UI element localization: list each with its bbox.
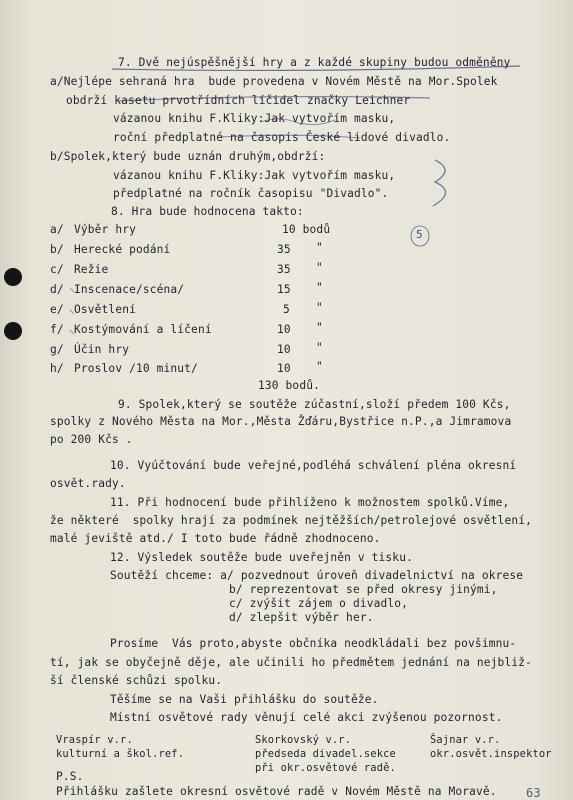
ditto-mark: ": [316, 301, 323, 314]
text-line: 11. Při hodnocení bude přihlíženo k možnostem spolků.Víme,: [110, 496, 510, 509]
signature-role: okr.osvět.inspektor: [430, 748, 552, 760]
score-letter: e/: [50, 303, 64, 316]
score-letter: g/: [50, 343, 64, 356]
postscript-label: P.S.: [56, 770, 84, 783]
score-points: 15: [277, 283, 291, 296]
score-label: Výběr hry: [74, 223, 136, 236]
score-letter: a/: [50, 223, 64, 236]
score-points: 10 bodů: [282, 223, 331, 236]
score-points: 35: [277, 243, 291, 256]
signature-role: předseda divadel.sekce: [255, 748, 396, 760]
score-label: Osvětlení: [74, 303, 136, 316]
ditto-mark: ": [316, 360, 323, 373]
signature-role: při okr.osvětové radě.: [255, 762, 396, 774]
postscript-text: Přihlášku zašlete okresní osvětové radě v Novém Městě na Moravě.: [56, 785, 497, 798]
text-line: že některé spolky hrají za podmínek nejtěžších/petrolejové osvětlení,: [50, 514, 532, 527]
signature-name: Šajnar v.r.: [430, 734, 501, 746]
score-label: Inscenace/scéna/: [74, 283, 185, 296]
score-label: Proslov /10 minut/: [74, 362, 198, 375]
ditto-mark: ": [316, 241, 323, 254]
text-line: vázanou knihu F.Kliky:Jak vytvořím masku,: [113, 112, 396, 125]
ditto-mark: ": [316, 261, 323, 274]
text-line: 7. Dvě nejúspěšnější hry a z každé skupiny budou odměněny: [118, 56, 511, 69]
text-line: osvět.rady.: [50, 477, 126, 490]
text-line: 9. Spolek,který se soutěže zúčastní,složí předem 100 Kčs,: [118, 398, 511, 411]
page-number: 63: [526, 786, 541, 800]
text-line: d/ zlepšit výběr her.: [229, 611, 374, 624]
text-line: vázanou knihu F.Kliky:Jak vytvořím masku,: [113, 169, 396, 182]
text-line: a/Nejlépe sehraná hra bude provedena v Novém Městě na Mor.Spolek: [50, 75, 498, 88]
text-line: 12. Výsledek soutěže bude uveřejněn v tisku.: [110, 551, 413, 564]
score-points: 10: [277, 343, 291, 356]
margin-note: 5: [416, 228, 423, 241]
score-points: 5: [283, 303, 290, 316]
signature-role: kulturní a škol.ref.: [56, 748, 185, 760]
signature-name: Vraspír v.r.: [56, 734, 133, 746]
score-label: Kostýmování a líčení: [74, 323, 212, 336]
text-line: spolky z Nového Města na Mor.,Města Žďáru,Bystřice n.P.,a Jimramova: [50, 415, 512, 428]
score-points: 35: [277, 263, 291, 276]
text-line: 10. Vyúčtování bude veřejné,podléhá schválení pléna okresní: [110, 459, 517, 472]
text-line: ší členské schůzi spolku.: [50, 674, 223, 687]
score-label: Účin hry: [74, 343, 130, 356]
text-line: b/ reprezentovat se před okresy jinými,: [229, 583, 498, 596]
text-line: Místní osvětové rady věnují celé akci zvýšenou pozornost.: [110, 711, 503, 724]
text-line: Soutěží chceme: a/ pozvednout úroveň divadelnictví na okrese: [110, 569, 524, 582]
text-line: po 200 Kčs .: [50, 433, 133, 446]
text-line: tí, jak se obyčejně děje, ale učinili ho předmětem jednání na nejbliž-: [50, 656, 532, 669]
text-line: Prosíme Vás proto,abyste občníka neodkládali bez povšimnu-: [110, 637, 517, 650]
text-line: obdrží kasetu prvotřídních líčidel značky Leichner: [66, 94, 411, 107]
ditto-mark: ": [316, 281, 323, 294]
ditto-mark: ": [316, 321, 323, 334]
score-label: Režie: [74, 263, 109, 276]
score-letter: c/: [50, 263, 64, 276]
ditto-mark: ": [316, 341, 323, 354]
text-line: malé jeviště atd./ I toto bude řádně zhodnoceno.: [50, 532, 381, 545]
score-letter: f/: [50, 323, 64, 336]
score-letter: d/: [50, 283, 64, 296]
signature-name: Skorkovský v.r.: [255, 734, 352, 746]
text-line: c/ zvýšit zájem o divadlo,: [229, 597, 409, 610]
score-total: 130 bodů.: [258, 379, 320, 392]
score-points: 10: [277, 323, 291, 336]
score-label: Herecké podání: [74, 243, 171, 256]
text-line: roční předplatné na časopis České lidové divadlo.: [113, 131, 451, 144]
score-letter: h/: [50, 362, 64, 375]
score-letter: b/: [50, 243, 64, 256]
text-line: Těšíme se na Vaši přihlášku do soutěže.: [110, 693, 379, 706]
text-line: 8. Hra bude hodnocena takto:: [111, 205, 304, 218]
text-line: předplatné na ročník časopisu "Divadlo".: [113, 187, 389, 200]
score-points: 10: [277, 362, 291, 375]
text-line: b/Spolek,který bude uznán druhým,obdrží:: [50, 150, 326, 163]
